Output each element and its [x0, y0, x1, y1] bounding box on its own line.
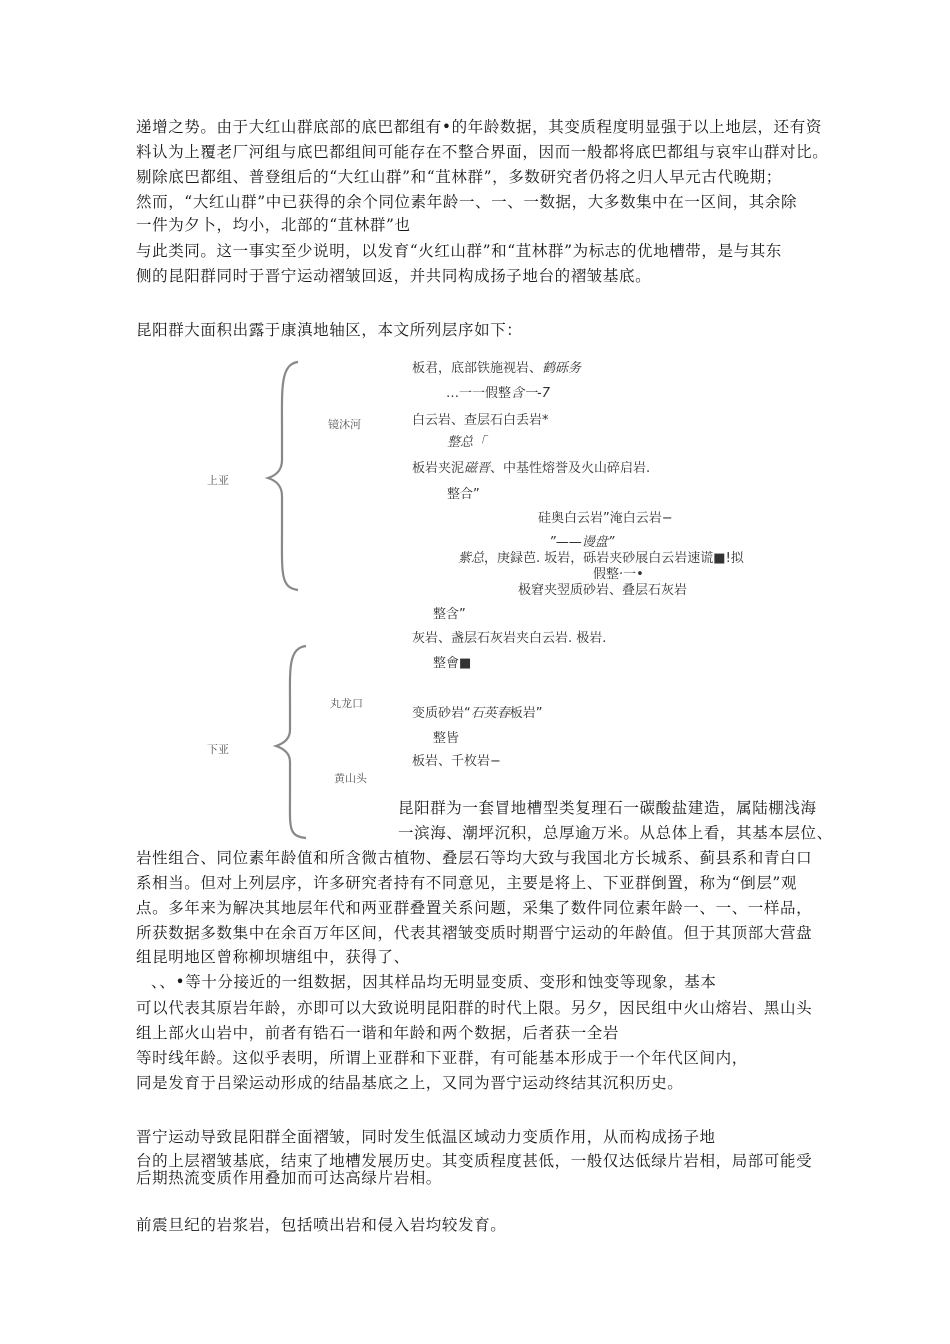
text-line: 同是发育于吕梁运动形成的结晶基底之上，又同为晋宁运动终结其沉积历史。: [136, 1074, 684, 1092]
text-line: 然而，“大红山群”中已获得的余个同位素年龄一、一、一数据，大多数集中在一区间，其余除: [136, 193, 798, 211]
text-line: 等时线年龄。这似乎表明，所谓上亚群和下亚群，有可能基本形成于一个年代区间内，: [136, 1049, 748, 1067]
intro-line: 昆阳群大面积出露于康滇地轴区，本文所列层序如下：: [136, 321, 523, 339]
text-line: 点。多年来为解决其地层年代和两亚群叠置关系问题，采集了数件同位素年龄一、一、一样品，: [136, 899, 813, 917]
strata-row: 整总「: [447, 435, 487, 450]
text-line: 昆阳群为一套冒地槽型类复理石一碳酸盐建造，属陆棚浅海: [398, 799, 817, 817]
text-line: 系相当。但对上列层序，许多研究者持有不同意见，主要是将上、下亚群倒置，称为“倒层”观: [136, 874, 798, 892]
strata-row: …一一假整含一-7: [446, 386, 550, 401]
strata-row: 假整·一•: [593, 567, 644, 582]
lower-subgroup-label: 下亚: [207, 743, 229, 756]
text-line: 组上部火山岩中，前者有锆石一谐和年龄和两个数据，后者获一全岩: [136, 1024, 620, 1042]
text-line: 岩性组合、同位素年龄值和所含微古植物、叠层石等均大致与我国北方长城系、蓟县系和青白口: [136, 849, 813, 867]
strata-row: 整皆: [433, 731, 460, 746]
text-line: 后期热流变质作用叠加而可达高绿片岩相。: [136, 1169, 442, 1187]
text-line: 台的上层褶皱基底，结束了地槽发展历史。其变质程度甚低，一般仅达低绿片岩相，局部可能受: [136, 1152, 813, 1170]
text-line: 、、•等十分接近的一组数据，因其样品均无明显变质、变形和蚀变等现象，基本: [151, 973, 717, 991]
strata-row: ”——谩盘”: [549, 535, 615, 550]
strata-row: 变质砂岩“石英春板岩”: [412, 706, 543, 721]
strata-row: 极窘夹翌质砂岩、叠层石灰岩: [518, 583, 688, 598]
text-line: 侧的昆阳群同时于晋宁运动褶皱回返，并共同构成扬子地台的褶皱基底。: [136, 267, 652, 285]
text-line: 递增之势。由于大红山群底部的底巴都组有•的年龄数据，其变质程度明显强于以上地层，还有资: [136, 118, 822, 136]
text-line: 一件为夕卜，均小，北部的“苴林群”也: [136, 216, 411, 234]
text-line: 晋宁运动导致昆阳群全面褶皱，同时发生低温区域动力变质作用，从而构成扬子地: [136, 1128, 716, 1146]
strata-row: 整合”: [447, 487, 480, 502]
closing-line: 前震旦纪的岩浆岩，包括喷出岩和侵入岩均较发育。: [136, 1216, 507, 1234]
strata-row: 板岩、千枚岩−: [412, 754, 501, 769]
strata-row: 板君，底部铁施视岩、鹤砾务: [412, 361, 582, 376]
text-line: 料认为上覆老厂河组与底巴都组间可能存在不整合界面，因而一般都将底巴都组与哀牢山群对比。: [136, 143, 829, 161]
upper-brace-icon: [262, 360, 302, 592]
lower-formation-label: 黄山头: [334, 772, 367, 785]
strata-row: 整含”: [433, 607, 466, 622]
text-line: 所获数据多数集中在余百万年区间，代表其褶皱变质时期晋宁运动的年龄值。但于其顶部大营盘: [136, 924, 813, 942]
strata-row: 灰岩、盏层石灰岩夹白云岩. 极岩.: [412, 631, 607, 646]
strata-row: 整會■: [433, 656, 472, 671]
text-line: 与此类同。这一事实至少说明，以发育“火红山群”和“苴林群”为标志的优地槽带，是与其东: [136, 242, 782, 260]
strata-row: 白云岩、查层石白丢岩*: [412, 413, 549, 428]
text-line: 剔除底巴都组、普登组后的“大红山群”和“苴林群”，多数研究者仍将之归人早元古代晚期；: [136, 168, 782, 186]
strata-row: 紫总，庚録芭. 坂岩，砾岩夹砂展白云岩速谎■!拟: [458, 551, 744, 566]
text-line: 可以代表其原岩年龄，亦即可以大致说明昆阳群的时代上限。另夕，因民组中火山熔岩、黑山头: [136, 999, 813, 1017]
text-line: 组昆明地区曾称柳坝塘组中，获得了、: [136, 948, 410, 966]
text-line: 一滨海、潮坪沉积，总厚逾万米。从总体上看，其基本层位、: [398, 824, 833, 842]
strata-row: 硅奥白云岩”淹白云岩−: [538, 511, 673, 526]
strata-row: 板岩夹泥磁晋、中基性熔誉及火山碎启岩.: [412, 461, 651, 476]
lower-brace-icon: [270, 644, 310, 840]
lower-formation-label: 丸龙口: [330, 697, 363, 710]
upper-subgroup-label: 上亚: [207, 474, 229, 487]
upper-formation-label: 镜沐河: [328, 418, 361, 431]
